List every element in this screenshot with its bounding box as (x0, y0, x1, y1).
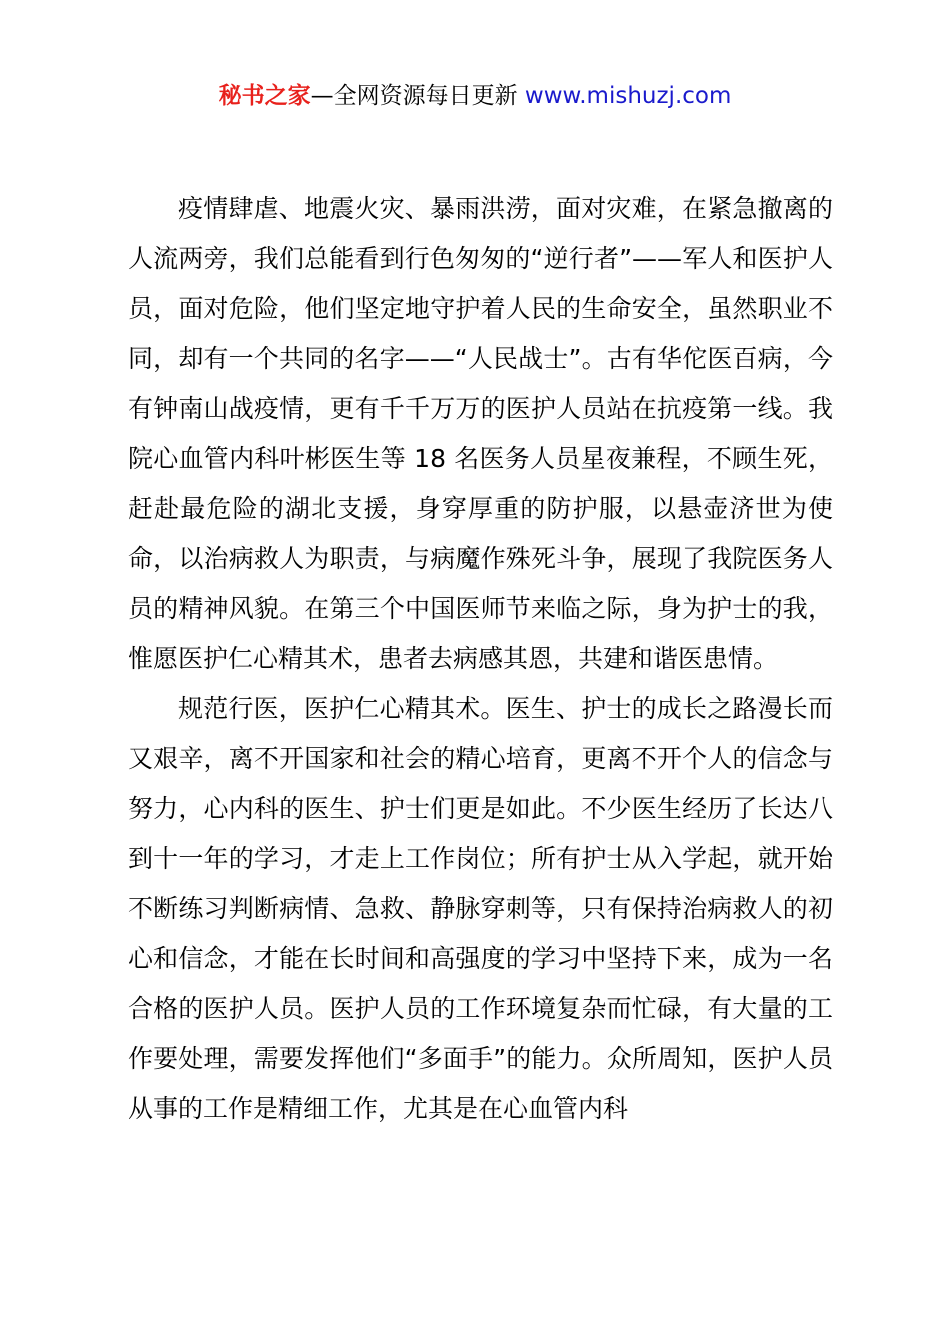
site-brand: 秘书之家 (218, 83, 311, 109)
page-header (0, 80, 950, 112)
paragraph-1: 疫情肆虐、地震火灾、暴雨洪涝，面对灾难，在紧急撤离的人流两旁，我们总能看到行色匆匆的“逆行者”——军人和医护人员，面对危险，他们坚定地守护着人民的生命安全，虽然职业不同，却有一个共同的名字——“人民战士”。古有华佗医百病，今有钟南山战疫情，更有千千万万的医护人员站在抗疫第一线。我院心血管内科叶彬医生等 18 名医务人员星夜兼程，不顾生死，赶赴最危险的湖北支援，身穿厚重的防护服，以悬壶济世为使命，以治病救人为职责，与病魔作殊死斗争，展现了我院医务人员的精神风貌。在第三个中国医师节来临之际，身为护士的我，惟愿医护仁心精其术，患者去病感其恩，共建和谐医患情。 (128, 194, 833, 673)
paragraph-2: 规范行医，医护仁心精其术。医生、护士的成长之路漫长而又艰辛，离不开国家和社会的精心培育，更离不开个人的信念与努力，心内科的医生、护士们更是如此。不少医生经历了长达八到十一年的学习，才走上工作岗位；所有护士从入学起，就开始不断练习判断病情、急救、静脉穿刺等，只有保持治病救人的初心和信念，才能在长时间和高强度的学习中坚持下来，成为一名合格的医护人员。医护人员的工作环境复杂而忙碌，有大量的工作要处理，需要发挥他们“多面手”的能力。众所周知，医护人员从事的工作是精细工作，尤其是在心血管内科 (128, 694, 833, 1123)
site-url-link[interactable]: www.mishuzj.com (524, 83, 732, 109)
site-slogan: —全网资源每日更新 (310, 83, 518, 109)
document-body (128, 184, 833, 1134)
